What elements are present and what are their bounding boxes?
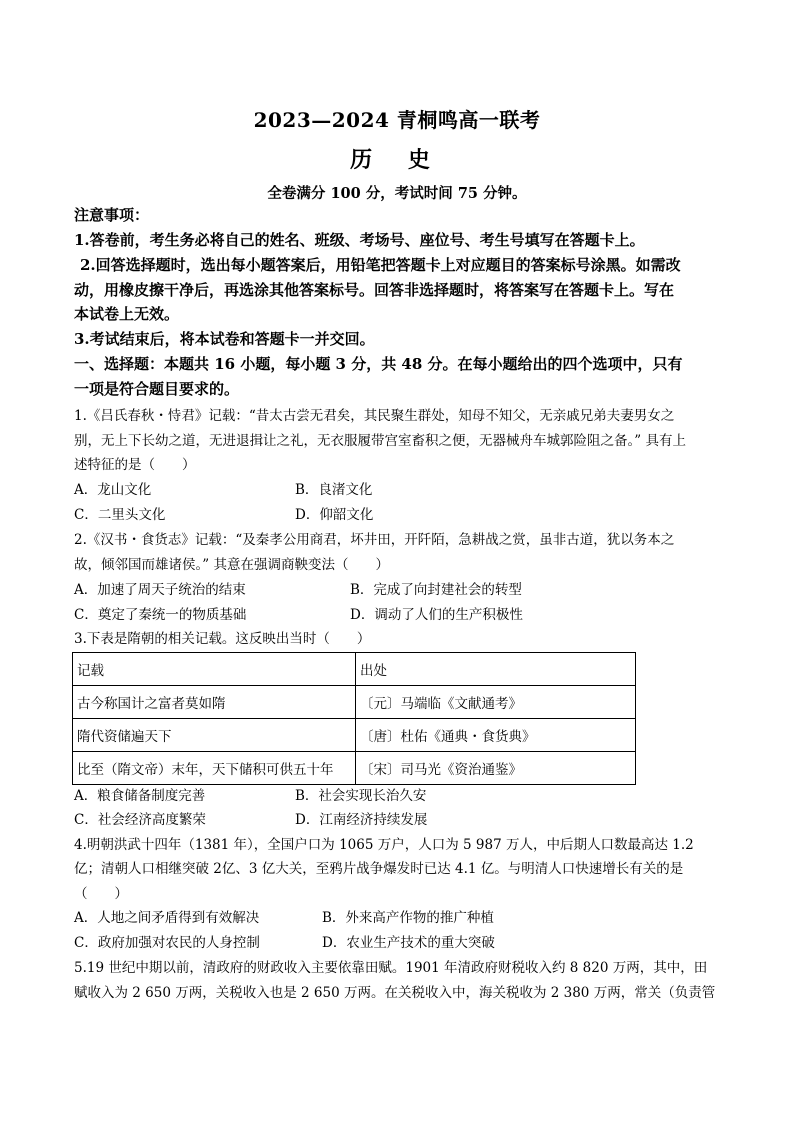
table-row bbox=[73, 719, 636, 752]
question-4-stem-end: （ ） bbox=[74, 886, 128, 902]
section-heading: 一、选择题：本题共 16 小题，每小题 3 分，共 48 分。在每小题给出的四个选项中，只有 bbox=[74, 355, 683, 373]
question-1-stem: 1.《吕氏春秋・恃君》记载：“昔太古尝无君矣，其民聚生群处，知母不知父，无亲戚兄弟夫妻男女之 bbox=[74, 408, 675, 424]
question-4-option-c: C．政府加强对农民的人身控制 bbox=[74, 935, 260, 951]
question-4-stem: 4.明朝洪武十四年（1381 年），全国户口为 1065 万户，人口为 5 987 万人，中后期人口数最高达 1.2 bbox=[74, 837, 694, 853]
question-1-option-d: D．仰韶文化 bbox=[295, 507, 374, 523]
exam-title: 2023—2024 青桐鸣高一联考 bbox=[253, 108, 541, 132]
section-heading-cont: 一项是符合题目要求的。 bbox=[74, 380, 240, 398]
table-cell-record: 古今称国计之富者莫如隋 bbox=[73, 686, 356, 719]
question-3-stem: 3.下表是隋朝的相关记载。这反映出当时（ ） bbox=[74, 631, 371, 647]
note-item-1: 1.答卷前，考生务必将自己的姓名、班级、考场号、座位号、考生号填写在答题卡上。 bbox=[74, 231, 645, 249]
question-4-stem-cont: 亿；清朝人口相继突破 2亿、3 亿大关，至鸦片战争爆发时已达 4.1 亿。与明清人口快速增长有关的是 bbox=[74, 861, 684, 877]
subject-title: 历 史 bbox=[350, 147, 444, 173]
question-3-option-d: D．江南经济持续发展 bbox=[295, 812, 428, 828]
question-2-option-c: C．奠定了秦统一的物质基础 bbox=[74, 607, 247, 623]
question-4-option-b: B．外来高产作物的推广种植 bbox=[322, 910, 494, 926]
question-2-option-a: A．加速了周天子统治的结束 bbox=[74, 582, 246, 598]
table-cell-source: 〔元〕马端临《文献通考》 bbox=[356, 686, 636, 719]
table-header-row bbox=[73, 653, 636, 686]
question-3-option-c: C．社会经济高度繁荣 bbox=[74, 812, 206, 828]
question-2-option-b: B．完成了向封建社会的转型 bbox=[350, 582, 522, 598]
score-line: 全卷满分 100 分，考试时间 75 分钟。 bbox=[267, 185, 527, 202]
question-1-stem-end: 述特征的是（ ） bbox=[74, 457, 196, 473]
table-header-source: 出处 bbox=[356, 653, 636, 686]
table-cell-source: 〔宋〕司马光《资治通鉴》 bbox=[356, 752, 636, 785]
note-item-2-cont: 动，用橡皮擦干净后，再选涂其他答案标号。回答非选择题时，将答案写在答题卡上。写在 bbox=[74, 281, 675, 299]
question-5-stem-cont: 赋收入为 2 650 万两，关税收入也是 2 650 万两。在关税收入中，海关税收为 2 380 万两，常关（负责管 bbox=[74, 985, 716, 1001]
table-row bbox=[73, 686, 636, 719]
question-4-option-a: A．人地之间矛盾得到有效解决 bbox=[74, 910, 260, 926]
question-4-option-d: D．农业生产技术的重大突破 bbox=[322, 935, 495, 951]
table-cell-record: 隋代资储遍天下 bbox=[73, 719, 356, 752]
question-2-stem-cont: 故，倾邻国而雄诸侯。” 其意在强调商鞅变法（ ） bbox=[74, 557, 389, 573]
note-item-2: 2.回答选择题时，选出每小题答案后，用铅笔把答题卡上对应题目的答案标号涂黑。如需改 bbox=[80, 256, 681, 274]
table-header-record: 记载 bbox=[73, 653, 356, 686]
table-cell-source: 〔唐〕杜佑《通典・食货典》 bbox=[356, 719, 636, 752]
table-row bbox=[73, 752, 636, 785]
table-cell-record: 比至（隋文帝）末年，天下储积可供五十年 bbox=[73, 752, 356, 785]
question-1-option-a: A．龙山文化 bbox=[74, 482, 152, 498]
question-1-option-c: C．二里头文化 bbox=[74, 507, 166, 523]
question-3-option-b: B．社会实现长治久安 bbox=[295, 788, 427, 804]
question-1-stem-cont: 别，无上下长幼之道，无进退揖让之礼，无衣服履带宫室畜积之便，无器械舟车城郭险阻之备。” 具有上 bbox=[74, 433, 686, 449]
question-2-option-d: D．调动了人们的生产积极性 bbox=[350, 607, 523, 623]
question-3-option-a: A．粮食储备制度完善 bbox=[74, 788, 206, 804]
note-item-2-end: 本试卷上无效。 bbox=[74, 305, 180, 323]
question-1-option-b: B．良渚文化 bbox=[295, 482, 373, 498]
question-2-stem: 2.《汉书・食货志》记载：“及秦孝公用商君，坏井田，开阡陌，急耕战之赏，虽非古道，犹以务本之 bbox=[74, 532, 675, 548]
question-5-stem: 5.19 世纪中期以前，清政府的财政收入主要依靠田赋。1901 年清政府财税收入约 8 820 万两，其中，田 bbox=[74, 960, 708, 976]
notes-heading: 注意事项： bbox=[74, 206, 150, 224]
source-table bbox=[72, 652, 636, 785]
note-item-3: 3.考试结束后，将本试卷和答题卡一并交回。 bbox=[74, 330, 375, 348]
